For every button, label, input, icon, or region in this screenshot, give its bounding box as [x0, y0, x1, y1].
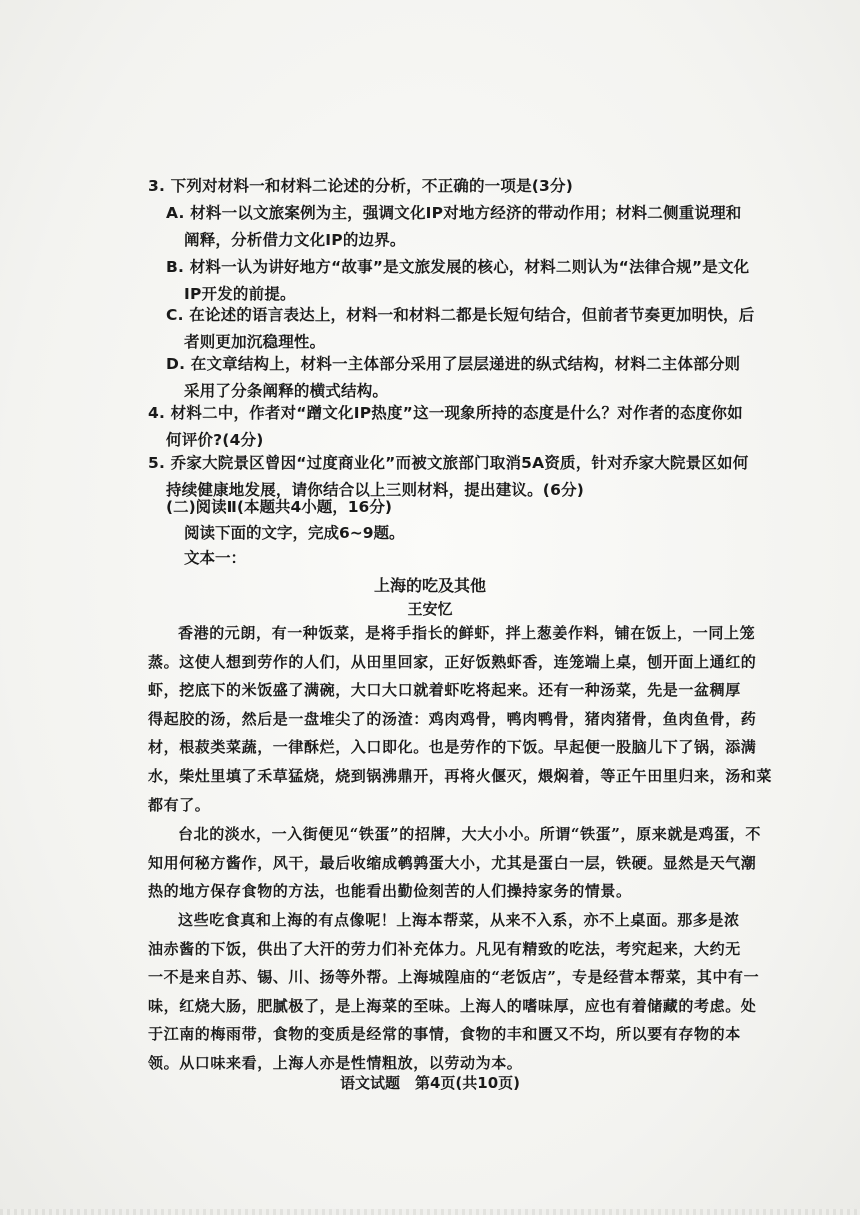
option-a-line-2: 阐释，分析借力文化IP的边界。 [184, 231, 406, 249]
question-3-option-c [166, 302, 755, 356]
article-paragraph-3 [148, 906, 760, 1078]
question-5-line-2: 持续健康地发展，请你结合以上三则材料，提出建议。(6分) [166, 481, 585, 499]
section-instruction: 阅读下面的文字，完成6~9题。 [184, 524, 405, 542]
option-c-line-1: C. 在论述的语言表达上，材料一和材料二都是长短句结合，但前者节奏更加明快，后 [166, 306, 755, 324]
question-3-option-d [166, 351, 741, 405]
paragraph-line: 得起胶的汤，然后是一盘堆尖了的汤渣：鸡肉鸡骨，鸭肉鸭骨，猪肉猪骨，鱼肉鱼骨，药 [148, 709, 757, 728]
option-b-line-1: B. 材料一认为讲好地方“故事”是文旅发展的核心，材料二则认为“法律合规”是文化 [166, 258, 750, 276]
paragraph-line: 一不是来自苏、锡、川、扬等外帮。上海城隍庙的“老饭店”，专是经营本帮菜，其中有一 [148, 968, 760, 987]
option-c-line-2: 者则更加沉稳理性。 [184, 333, 326, 351]
option-a-line-1: A. 材料一以文旅案例为主，强调文化IP对地方经济的带动作用；材料二侧重说理和 [166, 204, 742, 222]
question-4-line-2: 何评价?(4分) [166, 431, 264, 449]
article-title: 上海的吃及其他 [373, 576, 486, 595]
paragraph-line: 知用何秘方酱作，风干，最后收缩成鹌鹑蛋大小，尤其是蛋白一层，铁硬。显然是天气潮 [148, 853, 757, 872]
article-paragraph-1 [148, 619, 773, 819]
text-label: 文本一： [184, 549, 247, 567]
question-3-stem-text: 3. 下列对材料一和材料二论述的分析，不正确的一项是(3分) [148, 177, 574, 195]
question-3-stem [148, 173, 708, 200]
paragraph-line: 于江南的梅雨带，食物的变质是经常的事情，食物的丰和匮又不均，所以要有存物的本 [148, 1025, 741, 1044]
paragraph-line: 领。从口味来看，上海人亦是性情粗放，以劳动为本。 [148, 1053, 523, 1072]
article-author: 王安忆 [407, 600, 453, 618]
option-d-line-1: D. 在文章结构上，材料一主体部分采用了层层递进的纵式结构，材料二主体部分则 [166, 355, 741, 373]
option-b-line-2: IP开发的前提。 [184, 285, 296, 303]
paragraph-line: 蒸。这使人想到劳作的人们，从田里回家，正好饭熟虾香，连笼端上桌，刨开面上通红的 [148, 652, 757, 671]
section-heading: (二)阅读Ⅱ(本题共4小题，16分) [166, 498, 392, 516]
paragraph-line: 这些吃食真和上海的有点像呢！上海本帮菜，从来不入系，亦不上桌面。那多是浓 [178, 911, 740, 929]
paragraph-line: 热的地方保存食物的方法，也能看出勤俭刻苦的人们操持家务的情景。 [148, 882, 632, 901]
page-footer: 语文试题 第4页(共10页) [339, 1074, 521, 1092]
scan-edge [0, 1209, 860, 1215]
question-4-line-1: 4. 材料二中，作者对“蹭文化IP热度”这一现象所持的态度是什么？对作者的态度你如 [148, 404, 743, 422]
option-d-line-2: 采用了分条阐释的横式结构。 [184, 382, 389, 400]
question-4 [148, 400, 743, 454]
paragraph-line: 水，柴灶里填了禾草猛烧，烧到锅沸鼎开，再将火偃灭，煨焖着，等正午田里归来，汤和菜 [148, 766, 773, 785]
article-paragraph-2 [148, 820, 761, 906]
paragraph-line: 材，根菽类菜蔬，一律酥烂，入口即化。也是劳作的下饭。早起便一股脑儿下了锅，添满 [148, 738, 757, 757]
question-3-option-a [166, 200, 742, 254]
question-3-option-b [166, 254, 750, 308]
question-5-line-1: 5. 乔家大院景区曾因“过度商业化”而被文旅部门取消5A资质，针对乔家大院景区如何 [148, 454, 749, 472]
paragraph-line: 虾，挖底下的米饭盛了满碗，大口大口就着虾吃将起来。还有一种汤菜，先是一盆稠厚 [148, 681, 741, 700]
paragraph-line: 香港的元朗，有一种饭菜，是将手指长的鲜虾，拌上葱姜作料，铺在饭上，一同上笼 [178, 624, 756, 642]
paragraph-line: 台北的淡水，一入街便见“铁蛋”的招牌，大大小小。所谓“铁蛋”，原来就是鸡蛋，不 [178, 825, 761, 843]
paragraph-line: 油赤酱的下饭，供出了大汗的劳力们补充体力。凡见有精致的吃法，考究起来，大约无 [148, 939, 741, 958]
paragraph-line: 味，红烧大肠，肥腻极了，是上海菜的至味。上海人的嗜味厚，应也有着储藏的考虑。处 [148, 996, 757, 1015]
paragraph-line: 都有了。 [148, 795, 211, 814]
